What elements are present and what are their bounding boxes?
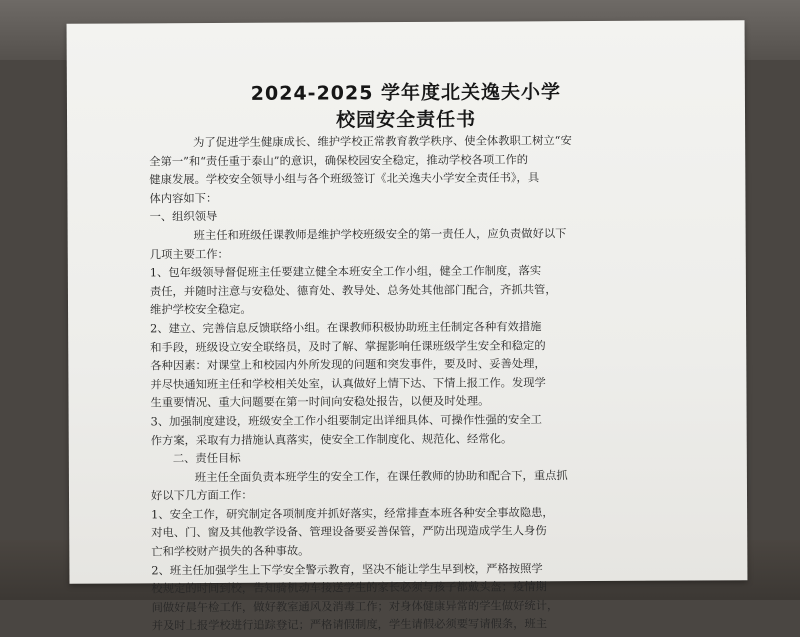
body-line: 间做好晨午检工作，做好教室通风及消毒工作；对身体健康异常的学生做好统计， [151,599,559,615]
document-title-line-2: 校园安全责任书 [335,108,477,132]
body-line: 2、建立、完善信息反馈联络小组。在课教师积极协助班主任制定各种有效措施 [150,320,542,336]
document-body [149,131,712,636]
body-line: 3、加强制度建设，班级安全工作小组要制定出详细具体、可操作性强的安全工 [150,413,542,429]
body-line: 体内容如下： [149,191,218,206]
body-line: 并尽快通知班主任和学校相关处室，认真做好上情下达、下情上报工作。发现学 [150,375,546,392]
body-line: 1、包年级领导督促班主任要建立健全本班安全工作小组，健全工作制度，落实 [149,264,542,280]
body-line: 亡和学校财产损失的各种事故。 [151,544,310,559]
body-line: 1、安全工作，研究制定各项制度并抓好落实，经常排查本班各种安全事故隐患， [151,506,554,522]
body-line: 作方案，采取有力措施认真落实，使安全工作制度化、规范化、经常化。 [150,431,513,447]
body-line: 全第一”和“责任重于泰山”的意识，确保校园安全稳定，推动学校各项工作的 [149,152,529,168]
body-line: 为了促进学生健康成长、维护学校正常教育教学秩序、使全体教职工树立“安 [193,134,572,150]
body-line: 并及时上报学校进行追踪登记；严格请假制度，学生请假必须要写请假条，班主 [151,617,548,633]
body-line: 校规定的时间到校，告知骑机动车接送学生的家长必须与孩子都戴头盔；疫情期 [151,580,547,596]
document-title-line-1: 2024-2025 学年度北关逸夫小学 [250,81,562,105]
body-line: 生重要情况、重大问题要在第一时间向安稳处报告，以便及时处理。 [150,394,490,410]
body-line: 各种因素：对课堂上和校园内外所发现的问题和突发事件，要及时、妥善处理， [150,357,546,373]
body-line: 班主任和班级任课教师是维护学校班级安全的第一责任人，应负责做好以下 [193,227,567,243]
body-line: 健康发展。学校安全领导小组与各个班级签订《北关逸夫小学安全责任书》，具 [149,171,540,187]
body-line: 对电、门、窗及其他教学设备、管理设备要妥善保管，严防出现造成学生人身伤 [151,524,547,540]
body-line: 好以下几方面工作： [150,489,253,503]
section-heading: 二、责任目标 [172,451,241,466]
body-line: 和手段，班级设立安全联络员，及时了解、掌握影响任课班级学生安全和稳定的 [150,338,546,354]
body-line: 2、班主任加强学生上下学安全警示教育，坚决不能让学生早到校，严格按照学 [151,561,543,577]
body-line: 维护学校安全稳定。 [150,303,252,317]
body-line: 责任，并随时注意与安稳处、德育处、教导处、总务处其他部门配合，齐抓共管， [149,282,557,299]
paper-sheet [67,20,748,633]
body-line: 班主任全面负责本班学生的安全工作，在课任教师的协助和配合下，重点抓 [194,468,568,484]
body-line: 几项主要工作： [149,247,229,261]
section-heading: 一、组织领导 [149,210,218,224]
